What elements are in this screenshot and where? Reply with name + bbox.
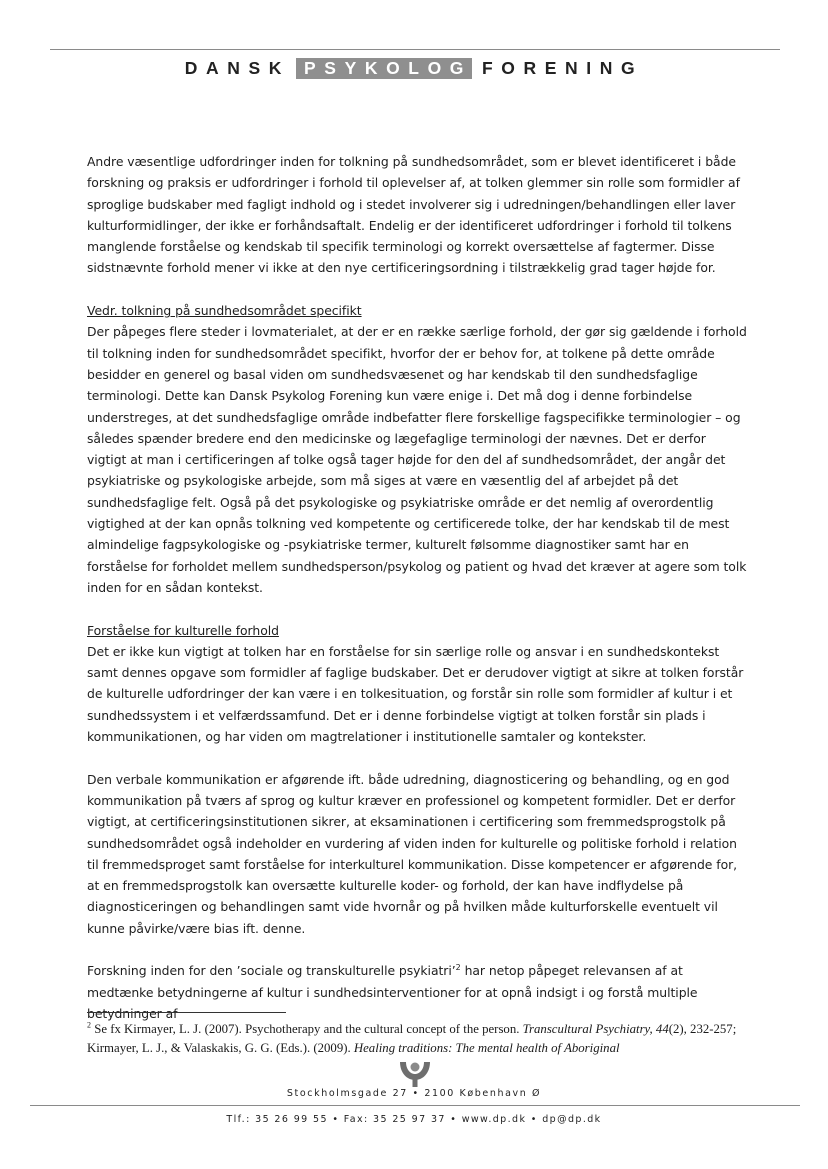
footnote-text-1: Se fx Kirmayer, L. J. (2007). Psychotherapy and the cultural concept of the person.: [91, 1022, 523, 1036]
footnote-text-2: (2), 232-257; Kirmayer, L. J., & Valaskakis, G. G. (Eds.). (2009).: [87, 1022, 737, 1055]
letterhead-psykolog: PSYKOLOG: [296, 58, 472, 79]
footer-contact: Tlf.: 35 26 99 55 • Fax: 35 25 97 37 • www.dp.dk • dp@dp.dk: [226, 1114, 602, 1125]
heading-cultural-understanding: Forståelse for kulturelle forhold: [87, 622, 279, 638]
letterhead-forening: FORENING: [482, 58, 644, 78]
header-rule: [50, 49, 780, 50]
paragraph-challenges: Andre væsentlige udfordringer inden for tolkning på sundhedsområdet, som er blevet identificeret i både forskning og praksis er udfordringer i forhold til oplevelser af, at tolken glemmer sin rolle som formidler af sproglige budskaber med fagligt indhold og i stedet involverer sig i udredningen/behandlingen eller laver kulturformidlinger, der ikke er forhåndsaftalt. Endelig er der identificeret udfordringer i forhold til tolkens manglende forståelse og kendskab til specifik terminologi og korrekt oversættelse af fagtermer. Disse sidstnævnte forhold mener vi ikke at den nye certificeringsordning i tilstrækkelig grad tager højde for.: [87, 154, 740, 276]
paragraph-text-start: Forskning inden for den ’sociale og transkulturelle psykiatri’: [87, 963, 456, 979]
dp-logo-icon: [397, 1060, 433, 1088]
footer-rule: [30, 1105, 800, 1106]
letterhead: [0, 57, 828, 79]
footnote-reference: 2: [455, 963, 461, 973]
footnote-number: 2: [87, 1020, 91, 1030]
letterhead-dansk: DANSK: [184, 58, 291, 78]
paragraph-verbal-communication: Den verbale kommunikation er afgørende ift. både udredning, diagnosticering og behandling, og en god kommunikation på tværs af sprog og kultur kræver en professionel og kompetent formidler. Det er derfor vigtigt, at certificeringsinstitutionen sikrer, at eksaminationen i certificering som fremmedsprogstolk på sundhedsområdet også indeholder en vurdering af viden inden for kulturelle og politiske forhold i relation til fremmedsproget samt forståelse for interkulturel kommunikation. Disse kompetencer er afgørende for, at en fremmedsprogstolk kan oversætte kulturelle koder- og forhold, der kan have indflydelse på diagnosticeringen og behandlingen samt vide hvornår og på hvilken måde kulturforskelle eventuelt vil kunne påvirke/være bias ift. denne.: [87, 771, 738, 936]
heading-health-interpreting: Vedr. tolkning på sundhedsområdet specifikt: [87, 303, 362, 319]
paragraph-text-end: har netop påpeget relevansen af at medtænke betydningerne af kultur i sundhedsinterventioner for at opnå indsigt i og forstå multiple betydninger af: [87, 963, 698, 1021]
paragraph-health-interpreting: Der påpeges flere steder i lovmaterialet, at der er en række særlige forhold, der gør sig gældende i forhold til tolkning inden for sundhedsområdet specifikt, hvorfor der er behov for, at tolkene på dette område besidder en generel og basal viden om sundhedsvæsenet og har kendskab til den sundhedsfaglige terminologi. Dette kan Dansk Psykolog Forening kun være enige i. Det må dog i denne forbindelse understreges, at det sundhedsfaglige område indbefatter flere forskellige fagspecifikke terminologier – og således spænder bredere end den medicinske og lægefaglige terminologi der nævnes. Det er derfor vigtigt at man i certificeringen af tolke også tager højde for den del af sundhedsområdet, der angår det psykiatriske og psykologiske arbejde, som må siges at være en væsentlig del af arbejdet på det sundhedsfaglige felt. Også på det psykologiske og psykiatriske område er det nemlig af overordentlig vigtighed at der kan opnås tolkning ved kompetente og certificerede tolke, der har kendskab til de mest almindelige fagpsykologiske og -psykiatriske termer, kulturelt følsomme diagnostiker samt har en forståelse for forholdet mellem sundhedsperson/psykolog og patient og hvad det kræver at agere som tolk inden for en sådan kontekst.: [87, 324, 747, 595]
footnote: [87, 1020, 755, 1058]
footnote-rule: [87, 1012, 286, 1013]
footnote-book-title: Healing traditions: The mental health of Aboriginal: [353, 1041, 620, 1055]
letter-body: [87, 151, 747, 1024]
paragraph-transcultural-research: [87, 960, 747, 1024]
paragraph-cultural-understanding: Det er ikke kun vigtigt at tolken har en forståelse for sin særlige rolle og ansvar i en sundhedskontekst samt dennes opgave som formidler af faglige budskaber. Det er derudover vigtigt at sikre at tolken forstår de kulturelle udfordringer der kan være i en tolkesituation, og forstår sin rolle som formidler af kultur i et sundhedssystem i et velfærdssamfund. Det er i denne forbindelse vigtigt at tolken forstår sin plads i kommunikationen, og har viden om magtrelationer i institutionelle samtaler og kontekster.: [87, 643, 744, 745]
footnote-journal: Transcultural Psychiatry, 44: [522, 1022, 669, 1036]
footer-address: Stockholmsgade 27 • 2100 København Ø: [286, 1088, 542, 1099]
